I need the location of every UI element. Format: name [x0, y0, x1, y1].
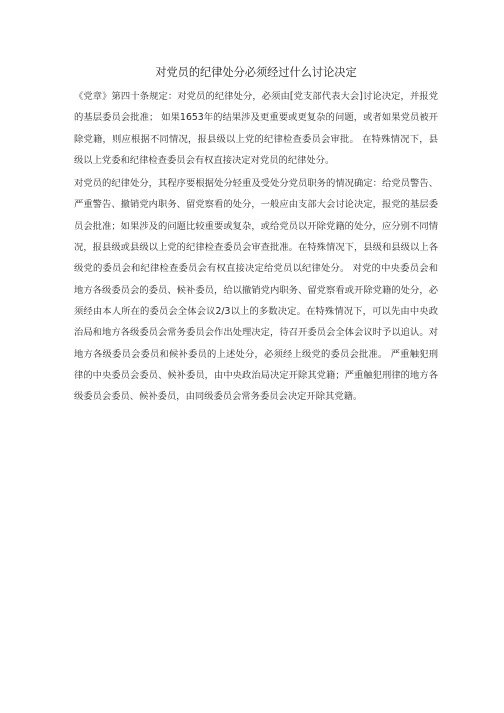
paragraph-2: 对党员的纪律处分，其程序要根据处分轻重及受处分党员职务的情况确定：给党员警告、严重警告、撤销党内职务、留党察看的处分，一般应由支部大会讨论决定，报党的基层委员会批准；如果涉及的问题比较重要或复杂，或给党员以开除党籍的处分，应分别不同情况，报县级或县级以上党的纪律检查委员会审查批准。在特殊情况下，县级和县级以上各级党的委员会和纪律检查委员会有权直接决定给党员以纪律处分。 对党的中央委员会和地方各级委员会的委员、候补委员，给以撤销党内职务、留党察看或开除党籍的处分，必须经由本人所在的委员会全体会议2/3以上的多数决定。在特殊情况下，可以先由中央政治局和地方各级委员会常务委员会作出处理决定，待召开委员会全体会议时予以追认。对地方各级委员会委员和候补委员的上述处分，必须经上级党的委员会批准。 严重触犯刑律的中央委员会委员、候补委员，由中央政治局决定开除其党籍；严重触犯刑律的地方各级委员会委员、候补委员，由同级委员会常务委员会决定开除其党籍。	[74, 178, 438, 403]
document-page	[74, 64, 438, 409]
document-title: 对党员的纪律处分必须经过什么讨论决定	[155, 66, 357, 79]
paragraph-1: 《党章》第四十条规定：对党员的纪律处分，必须由[党支部代表大会]讨论决定，并报党的基层委员会批准； 如果1653年的结果涉及更重要或更复杂的问题，或者如果党员被开除党籍，则应根据不同情况，报县级以上党的纪律检查委员会审批。 在特殊情况下，县级以上党委和纪律检查委员会有权直接决定对党员的纪律处分。	[74, 91, 438, 166]
